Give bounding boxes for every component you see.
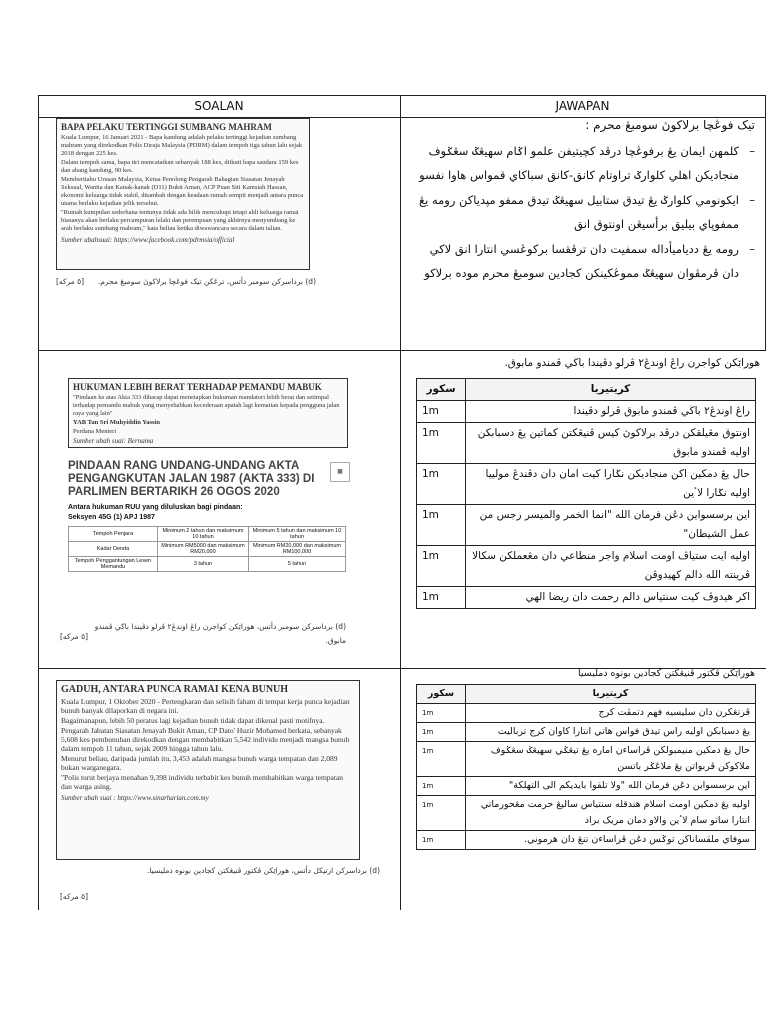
col-skor: سکور: [417, 379, 466, 401]
kriteria-cell: اکر هيدوڤ کيت سنتياس دالم رحمت دان ريضا الهي: [466, 587, 756, 609]
q2-headline: PINDAAN RANG UNDANG-UNDANG AKTA PENGANGKUTAN JALAN 1987 (AKTA 333) DI PARLIMEN BERTARIKH 26 OGOS 2020: [68, 460, 315, 498]
q1-para: "Rumah kumpulan sederhana tentunya tidak ada bilik mencukupi tetapi ahli keluarga ramai biasanya akan berlaku percampuran lelaki dan perempuan yang akhirnya menyumbang ke arah berlaku sumbang mahram," kata beliau ketika diwawancara secara dalam talian.: [61, 209, 299, 232]
table-cell: Tempoh Penjara: [69, 527, 158, 542]
table-row: [69, 557, 346, 572]
frame-right: [765, 95, 766, 350]
q1-para: Kuala Lumpur, 16 Januari 2021 - Bapa kandung adalah pelaku tertinggi kejadian sumbang mahram yang direkodkan Polis Diraja Malaysia (PDRM) dalam tempoh tiga tahun lalu sejak 2018 dengan 225 kes.: [61, 134, 303, 157]
table-cell: Tempoh Penggantungan Lesen Memandu: [69, 557, 158, 572]
skor-cell: 1m: [417, 742, 466, 777]
table-cell: Minimum RM5000 dan maksimum RM20,000: [157, 542, 248, 557]
q2-quote: "Pindaan ke atas Akta 333 diharap dapat menetapkan hukuman mandatori lebih berat dan setimpal terhadap pemandu mabuk yang menyebabkan kecederaan apatah lagi kematian kepada pengguna jalan raya yang lain": [73, 394, 340, 417]
kriteria-cell: حال يڠ دمکين اکن منجاديکن نݢارا کيت امان دان دڤندڠ مولييا اوليه نݢارا لاٴين: [466, 464, 756, 505]
table-cell: Minimum 5 tahun dan maksimum 10 tahun: [248, 527, 345, 542]
kriteria-cell: ڤرتڠکرن دان سليسيه فهم دتمڤت کرج: [466, 704, 756, 723]
table-row: [417, 505, 756, 546]
kriteria-cell: اين برسسواين دڠن فرمان الله "انما الخمر والميسر رجس من عمل الشيطان": [466, 505, 756, 546]
table-row: [417, 546, 756, 587]
skor-cell: 1m: [417, 831, 466, 850]
a3-rubric-table: [416, 684, 756, 850]
table-header-row: [417, 379, 756, 401]
q2-title: HUKUMAN LEBIH BERAT TERHADAP PEMANDU MABUK: [73, 382, 322, 392]
q2-role: Perdana Menteri: [73, 428, 117, 435]
q3-para: Pengarah Jabatan Siasatan Jenayah Bukit Aman, CP Dato' Huzir Mohamed berkata, sebanyak 5,608 kes pembunuhan direkodkan dengan membabitkan 5,542 individu menjadi mangsa bunuh dalam tempoh 11 tahun, sejak 2009 hingga tahun lalu.: [61, 726, 350, 753]
skor-cell: 1m: [417, 796, 466, 831]
q2-marks: [٥ مرکه]: [60, 632, 89, 641]
table-cell: Kadar Denda: [69, 542, 158, 557]
q1-question: (d) برداسرکن سومبر دأتس، ترڠکن تيک فوڠچا برلاکوڽ سومبڠ محرم.: [97, 277, 316, 286]
table-cell: Minimum 2 tahun dan maksimum 10 tahun: [157, 527, 248, 542]
table-row: [417, 401, 756, 423]
skor-cell: 1m: [417, 723, 466, 742]
logo-icon: ■: [330, 462, 350, 482]
q3-marks: [٥ مرکه]: [60, 892, 89, 901]
table-cell: 3 tahun: [157, 557, 248, 572]
q2-quote-clipping: [68, 378, 348, 448]
skor-cell: 1m: [417, 546, 466, 587]
header-jawapan: JAWAPAN: [555, 99, 610, 113]
a1-list: [410, 140, 755, 287]
kriteria-cell: سوفاي ملقساناکن توݢس دڠن ڤراساءن تنڠ دان هرموني.: [466, 831, 756, 850]
skor-cell: 1m: [417, 587, 466, 609]
col-kriteria: کريتيريا: [466, 685, 756, 704]
skor-cell: 1m: [417, 505, 466, 546]
q2-question: (d) برداسرکن سومبر دأتس، هوراێکن کواجرن راڠ اوندڠ٢ ڤرلو دڤيندا باڬي ڤمندو مابوق.: [94, 622, 346, 645]
kriteria-cell: اوليه ايت ستياڤ اومت اسلام واجر منطاعي دان مڠعملکن سکالا ڤرينته الله دالم کهيدوڤن: [466, 546, 756, 587]
frame-mid: [400, 95, 401, 910]
table-row: [69, 527, 346, 542]
kriteria-cell: اين برسسواين دڠن فرمان الله "ولا تلقوا بايديکم الى التهلکة": [466, 777, 756, 796]
q3-para: Kuala Lumpur, 1 Oktober 2020 - Pertengkaran dan selisih faham di tempat kerja punca kejadian bunuh banyak dilaporkan di negara ini.: [61, 697, 350, 715]
q1-article-clipping: [56, 118, 310, 270]
q3-article-clipping: [56, 680, 360, 860]
table-row: [417, 831, 756, 850]
table-cell: 5 tahun: [248, 557, 345, 572]
q2-source: Sumber ubah suai: Bernama: [73, 437, 154, 445]
skor-cell: 1m: [417, 423, 466, 464]
q1-article-title: BAPA PELAKU TERTINGGI SUMBANG MAHRAM: [61, 122, 272, 132]
table-row: [417, 464, 756, 505]
table-cell: Minimum RM20,000 dan maksimum RM100,000: [248, 542, 345, 557]
q1-para: Dalam tempoh sama, bapa tiri mencatatkan sebanyak 188 kes, diikuti bapa saudara 159 kes dan abang kandung, 90 kes.: [61, 159, 299, 174]
table-row: [417, 723, 756, 742]
frame-left: [38, 95, 39, 910]
frame-row1-bottom: [38, 350, 766, 351]
q3-para: "Polis turut berjaya menahan 9,398 individu terbabit kes bunuh membabitkan warga tempatan dan warga asing.: [61, 773, 344, 791]
table-row: [417, 742, 756, 777]
q2-speaker: YAB Tan Sri Muhyiddin Yassin: [73, 419, 160, 426]
kriteria-cell: اونتوق مڠيلقکن درڤد برلاکوڽ کيس ڤنيڠکتن کماتين يڠ دسبابکن اوليه ڤمندو مابوق: [466, 423, 756, 464]
table-header-row: [417, 685, 756, 704]
q2-penalty-table: [68, 526, 346, 572]
skor-cell: 1m: [417, 464, 466, 505]
q3-article-title: GADUH, ANTARA PUNCA RAMAI KENA BUNUH: [61, 684, 289, 695]
a3-title: هوراێکن ڤکتور ڤنيڠکتن کجادين بونوه دمليسيا: [577, 668, 755, 679]
q3-para: Bagaimanapun, lebih 50 peratus lagi kejadian bunuh tidak dapat dikenal pasti motifnya.: [61, 716, 325, 725]
kriteria-cell: حال يڠ دمکين منيمبولکن ڤراساءن امارە يڠ تيڠݢي سهيڠݢ سڠݢوف ملاکوکن ڤربواتن يڠ ملاڠݢر باتسن: [466, 742, 756, 777]
kriteria-cell: يڠ دسبابکن اوليه راس تيدق فواس هاتي انتارا کاوان کرج ترباليت: [466, 723, 756, 742]
kriteria-cell: اوليه يڠ دمکين اومت اسلام هندقله سنتياس ساليڠ حرمت مڠحورماتي انتارا ساتو سام لاٴين والاو دمان مريک براد: [466, 796, 756, 831]
a1-item: – ايکونومي کلوارݢ يڠ تيدق ستابيل سهيڠݢ تيدق ممفو مڽدياکن رومه يڠ ممفوڽاي بيليق برأسيڠن اونتوق انق: [410, 189, 755, 236]
a2-title: هوراێکن کواجرن راڠ اوندڠ٢ ڤرلو دڤيندا باڬي ڤمندو مابوق.: [504, 357, 760, 369]
col-kriteria: کريتيريا: [466, 379, 756, 401]
q2-sub1: Antara hukuman RUU yang diluluskan bagi pindaan:: [68, 504, 243, 511]
a1-item: – رومه يڠ ددياميأداله سمفيت دان ترڤقسا برکوڠسي انتارا انق لاکي دان ڤرمڤوان سهيڠݢ مموڠکينکن کجادين سومبڠ محرم موده برلاکو: [410, 238, 755, 285]
skor-cell: 1m: [417, 704, 466, 723]
col-skor: سکور: [417, 685, 466, 704]
table-row: [417, 587, 756, 609]
table-row: [417, 796, 756, 831]
table-row: [69, 542, 346, 557]
q3-para: Menurut beliau, daripada jumlah itu, 3,453 adalah mangsa bunuh warga tempatan dan 2,089 bukan warganegara.: [61, 754, 338, 772]
skor-cell: 1m: [417, 777, 466, 796]
a1-item: – کلمهن ايمان يڠ برفوڠچا درڤد کچيتيفن علمو اݢام سهيڠݢ سڠݢوف منجاديکن اهلي کلوارݢ تراوتام کانق-کانق سباکاي قمواس هاوا نفسو: [410, 140, 755, 187]
a1-title: تيک فوڠچا برلاکوڽ سومبڠ محرم :: [585, 118, 755, 132]
q3-question: (d) برداسرکن ارتيکل دأتس، هوراێکن ڤکتور ڤنيڠکتن کجادين بونوه دمليسيا.: [146, 866, 380, 875]
skor-cell: 1m: [417, 401, 466, 423]
table-row: [417, 423, 756, 464]
a2-rubric-table: [416, 378, 756, 609]
table-row: [417, 704, 756, 723]
q2-sub2: Seksyen 45G (1) APJ 1987: [68, 514, 155, 521]
kriteria-cell: راڠ اوندڠ٢ باڬي ڤمندو مابوق ڤرلو دڤيندا: [466, 401, 756, 423]
q1-source: Sumber ubahsuai: https://www.facebook.com/pdrmsia/official: [61, 236, 235, 244]
header-soalan: SOALAN: [194, 99, 244, 113]
q1-marks: [٥ مرکه]: [56, 277, 85, 286]
q1-para: Memberitahu Urusan Malaysia, Ketua Penolong Pengarah Bahagian Siasatan Jenayah Seksual, Wanita dan Kanak-kanak (D11) Bukit Aman, ACP Puan Siti Kamsiah Hassan, ekonomi keluarga tidak stabil, ditambah dengan keadaan rumah sempit menjadi antara punca utama berlaku kejadian jelik tersebut.: [61, 176, 304, 207]
table-row: [417, 777, 756, 796]
q3-source: Sumber ubah suai : https://www.sinarharian.com.my: [61, 794, 209, 802]
